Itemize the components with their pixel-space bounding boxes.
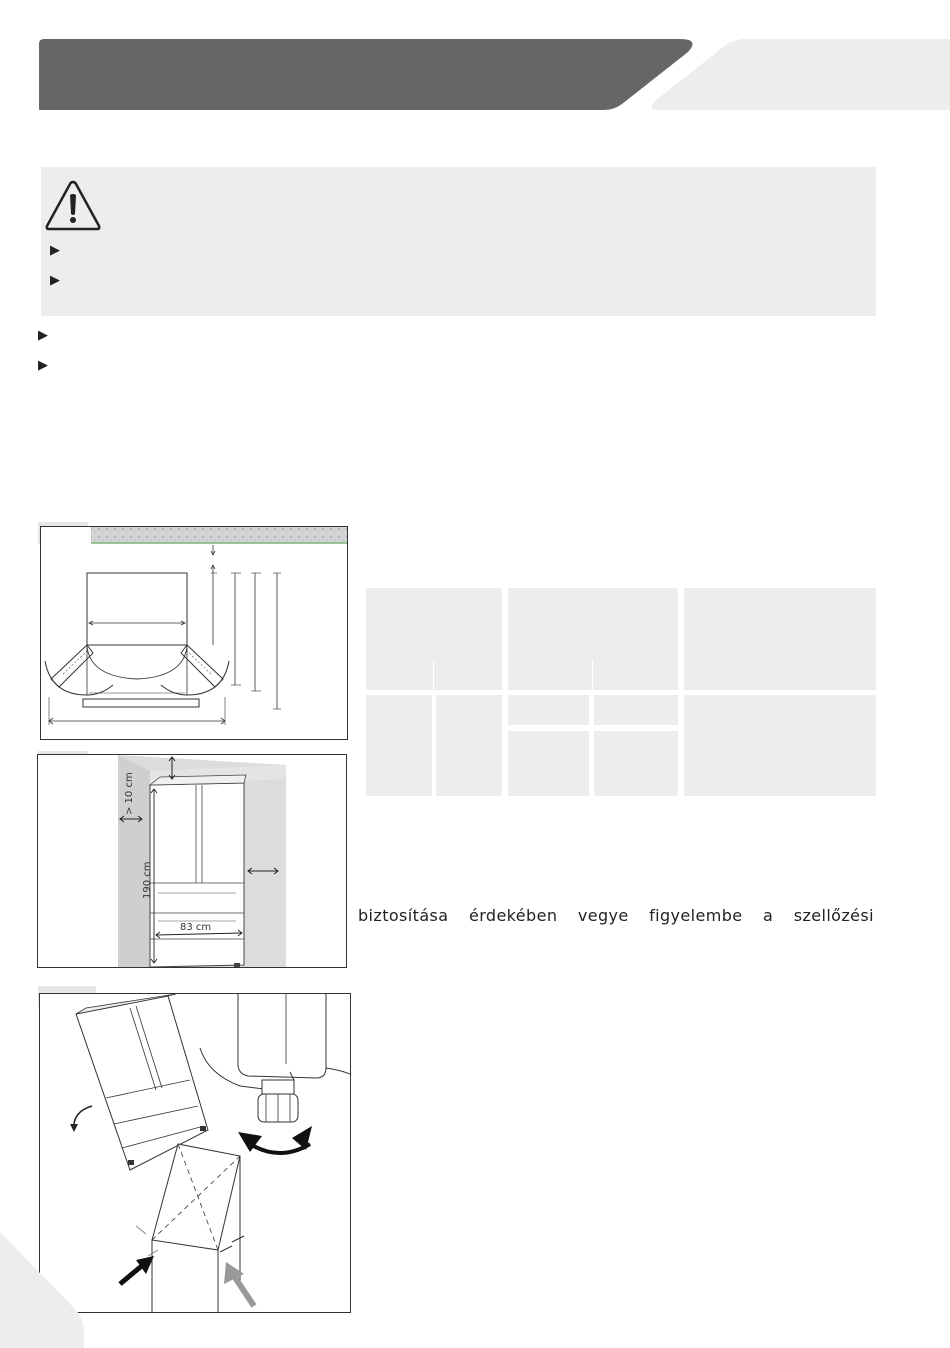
warning-bullet-marker: ▶: [50, 273, 60, 288]
wall-strip: [91, 527, 347, 543]
table-cell: [508, 731, 589, 796]
push-arrow-left: [120, 1264, 144, 1284]
table-header-cell: [684, 588, 876, 690]
figure-2-clearance-diagram: [38, 755, 346, 967]
body-text-line: biztosítása érdekében vegye figyelembe a szellőzési: [358, 906, 874, 925]
page-header: [0, 0, 950, 120]
page-corner-tab: [0, 1232, 84, 1348]
fridge-top-outline: [87, 573, 187, 645]
header-title-bar: [39, 39, 693, 110]
warning-box: [41, 167, 876, 316]
table-header-cell: [508, 588, 678, 690]
fridge-height-label: 190 cm: [142, 861, 153, 899]
table-cell: [594, 695, 678, 725]
table-cell: [684, 695, 876, 796]
warning-bullet-marker: ▶: [50, 243, 60, 258]
spec-table: [366, 588, 876, 798]
table-cell: [508, 695, 589, 725]
figure-2-frame: [37, 754, 347, 968]
table-header-cell: [366, 588, 502, 690]
figure-1-top-view-diagram: [41, 527, 347, 739]
table-divider: [433, 660, 434, 690]
list-bullet-marker: ▶: [38, 358, 48, 373]
figure-1-frame: [40, 526, 348, 740]
table-cell: [436, 695, 502, 796]
warning-triangle-icon: [44, 178, 102, 232]
header-tab-bar: [652, 39, 950, 110]
figure-3-leveling-diagram: [40, 994, 350, 1312]
table-cell: [594, 731, 678, 796]
clearance-side-label: > 10 cm: [124, 772, 135, 815]
fridge-base: [83, 699, 199, 707]
table-cell: [366, 695, 432, 796]
fridge-width-label: 83 cm: [180, 922, 212, 933]
table-divider: [592, 660, 593, 690]
figure-3-frame: [39, 993, 351, 1313]
list-bullet-marker: ▶: [38, 328, 48, 343]
push-arrow-right: [234, 1276, 254, 1306]
